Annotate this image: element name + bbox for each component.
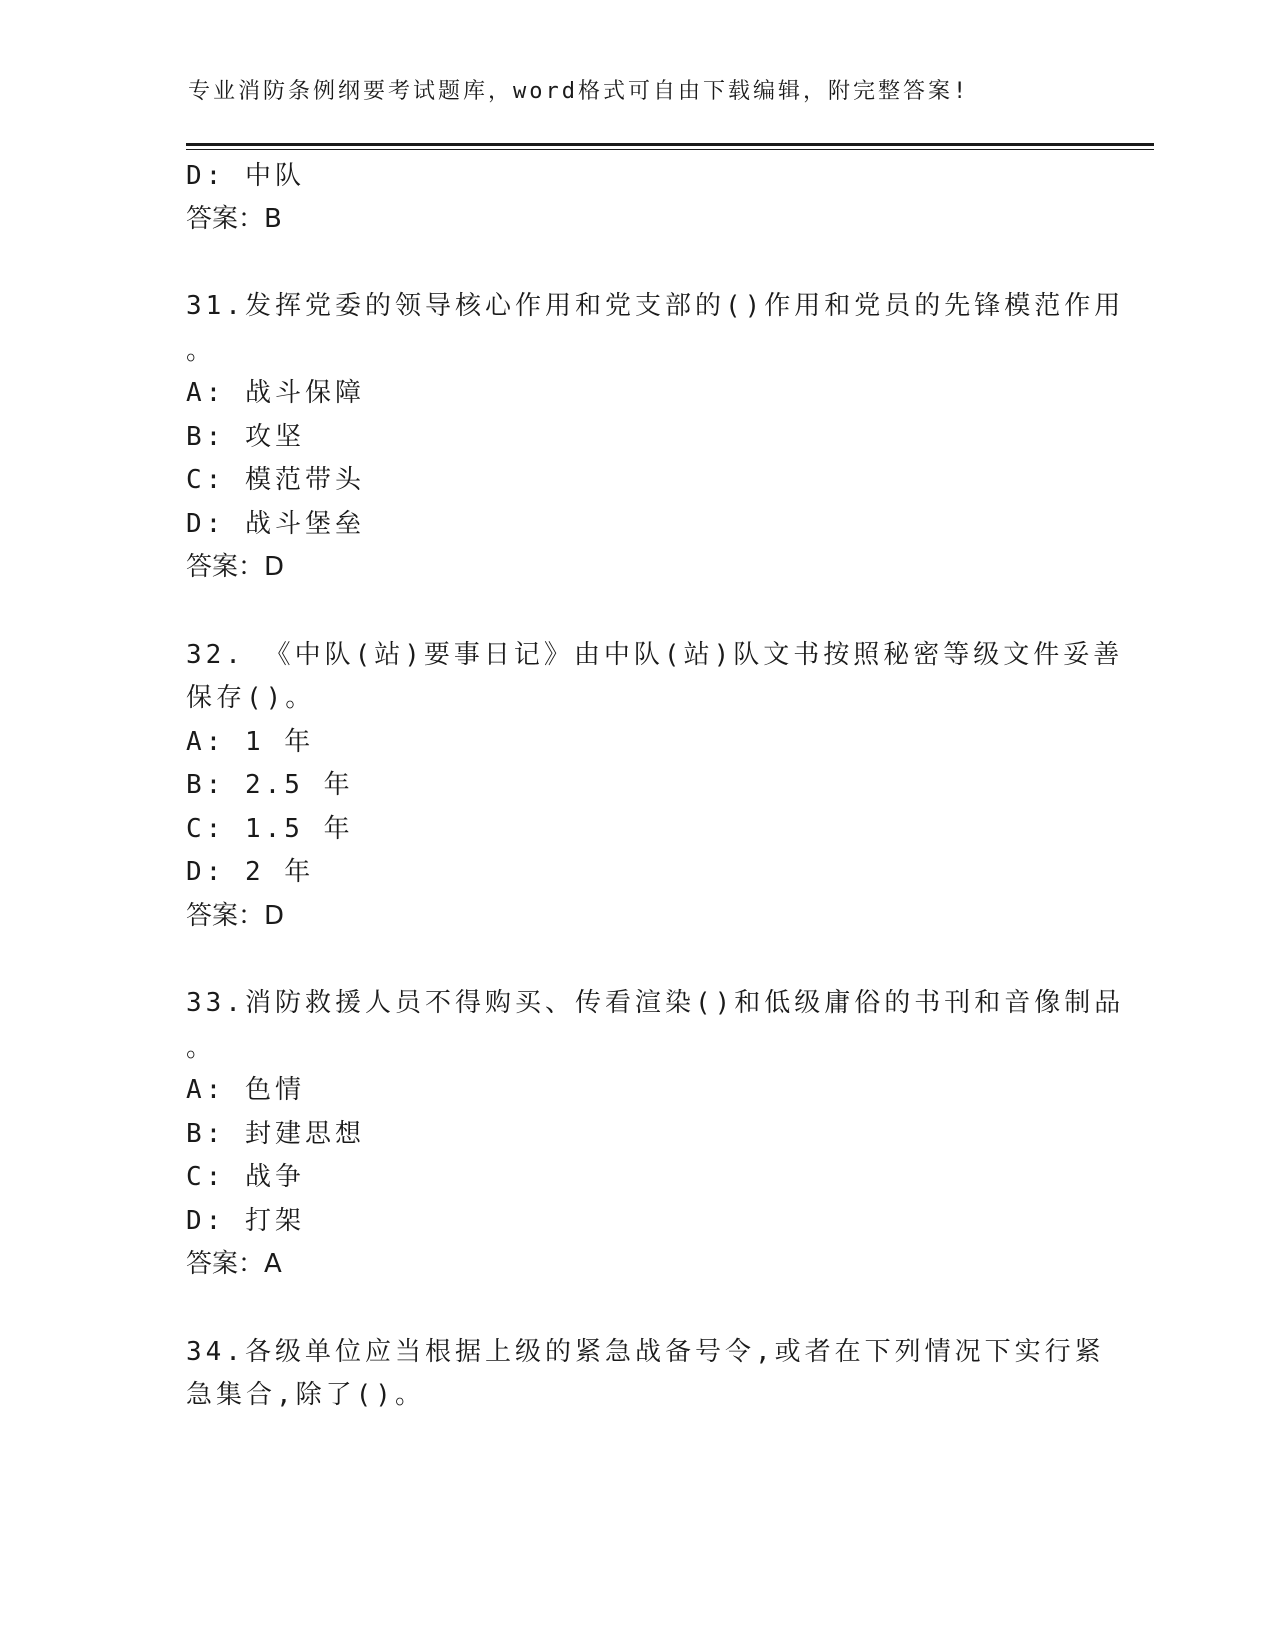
q31-option-b: B: 攻坚 [186,422,305,452]
q32-answer [186,895,284,932]
q32-option-a: A: 1 年 [186,727,315,757]
answer-label: 答案： [186,552,265,582]
q34-text-line1: 34.各级单位应当根据上级的紧急战备号令,或者在下列情况下实行紧 [186,1337,1105,1367]
q31-text-line2: 。 [186,336,217,366]
q33-option-b: B: 封建思想 [186,1119,365,1149]
header-rule-thick [186,143,1154,146]
header-rule-thin [186,149,1154,150]
q32-text-line1: 32. 《中队(站)要事日记》由中队(站)队文书按照秘密等级文件妥善 [186,640,1124,670]
answer-value: A [264,1249,282,1279]
q32-text-line2: 保存()。 [186,683,316,713]
q33-text-line1: 33.消防救援人员不得购买、传看渲染()和低级庸俗的书刊和音像制品 [186,988,1125,1018]
answer-label: 答案： [186,901,265,931]
q31-option-c: C: 模范带头 [186,465,365,495]
q31-answer [186,546,284,583]
q33-option-c: C: 战争 [186,1162,305,1192]
q33-text-line2: 。 [186,1033,217,1063]
q32-option-d: D: 2 年 [186,857,315,887]
answer-value: B [264,204,282,234]
q32-option-b: B: 2.5 年 [186,770,354,800]
q33-answer [186,1243,282,1280]
answer-value: D [264,901,285,931]
prev-option-d: D: 中队 [186,161,305,191]
q31-option-d: D: 战斗堡垒 [186,509,365,539]
q33-option-a: A: 色情 [186,1075,305,1105]
answer-label: 答案： [186,204,265,234]
q31-text-line1: 31.发挥党委的领导核心作用和党支部的()作用和党员的先锋模范作用 [186,291,1125,321]
page-header: 专业消防条例纲要考试题库，word格式可自由下载编辑，附完整答案! [188,79,970,104]
q34-text-line2: 急集合,除了()。 [186,1380,425,1410]
q32-option-c: C: 1.5 年 [186,814,354,844]
answer-label: 答案： [186,1249,265,1279]
answer-value: D [264,552,285,582]
q31-option-a: A: 战斗保障 [186,378,365,408]
q33-option-d: D: 打架 [186,1206,305,1236]
prev-answer [186,198,282,235]
